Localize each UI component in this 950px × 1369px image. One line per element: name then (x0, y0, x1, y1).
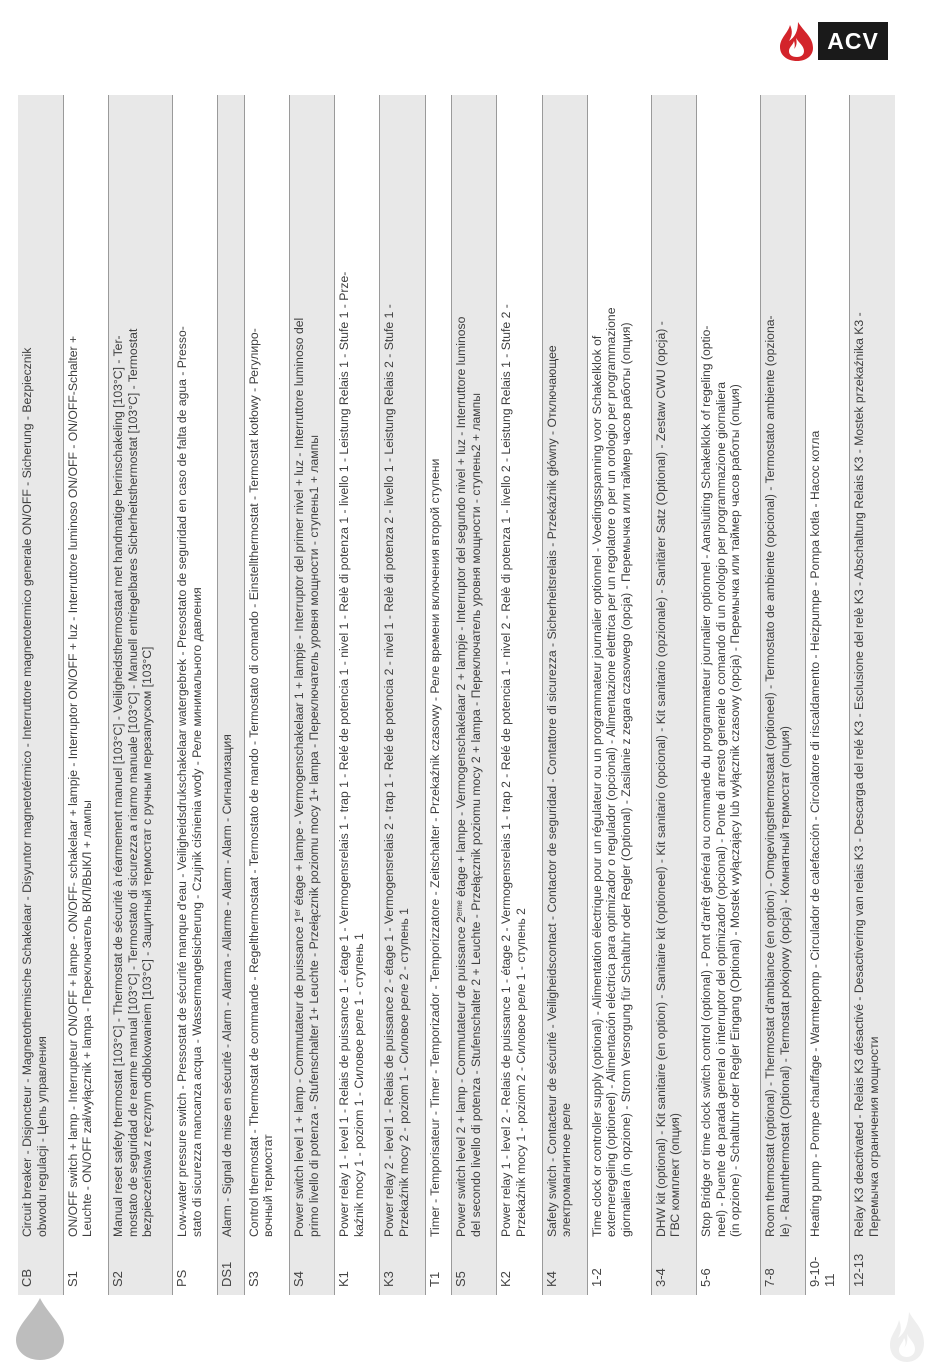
legend-row (497, 95, 542, 1295)
description-line: Power switch level 2 + lamp - Commutateur de puissance 2ᵉᵐᵉ étage + lampe - Vermogenschakelaar 2 + lampje - Interruptor del segundo nivel + luz - Interruttore luminoso (454, 316, 469, 1237)
acv-logo (776, 20, 888, 62)
description-line: Circuit breaker - Disjoncteur - Magnetothermische Schakelaar - Disyuntor magnetotérmico - Interruttore magnetotermico generale ON/OFF - Sicherung - Bezpiecznik (20, 347, 34, 1237)
description-line: Przekaźnik mocy 1 - poziom 2 - Силовое реле 1 - ступень 2 (513, 908, 528, 1237)
component-description (497, 95, 542, 1243)
legend-row (218, 95, 244, 1295)
component-code: 7-8 (762, 1268, 778, 1287)
legend-row (850, 95, 895, 1295)
description-line: giornaliera (in opzione) - Strom Versorgung für Schaltuhr oder Regler (Optional) - Zasilanie z zegara czasowego (opcja) - Перемычка или таймер часов работы (опция) (618, 322, 633, 1237)
description-line: bezpieczeństwa z ręcznym odblokowaniem [103°C] - Защитный термостат с ручным перезапуском [103°C] (140, 646, 155, 1237)
component-description (806, 95, 850, 1243)
description-line: электромагнитное реле (559, 1103, 574, 1237)
description-line: Power relay 1 - level 1 - Relais de puissance 1 - étage 1 - Vermogensrelais 1 - trap 1 - Relé de potencia 1 - nivel 1 - Relè di potenza 1 - livello 1 - Leistung Relais 1 - Stufe 1 - Prze- (337, 271, 352, 1237)
component-code: 9-10-11 (807, 1256, 837, 1287)
legend-row (18, 95, 63, 1295)
component-code: K2 (498, 1271, 514, 1287)
component-description (452, 95, 497, 1243)
description-line: Room thermostat (optional) - Thermostat d'ambiance (en option) - Omgevingsthermostaat (optioneel) - Termostato de ambiente (opcional) - Termostato ambiente (opziona- (763, 315, 778, 1237)
component-description (172, 95, 217, 1243)
description-line: Power relay 2 - level 1 - Relais de puissance 2 - étage 1 - Vermogensrelais 2 - trap 1 - Relé de potencia 2 - nivel 1 - Relè di potenza 2 - livello 1 - Leistung Relais 2 - Stufe 1 - (382, 304, 397, 1237)
legend-row (289, 95, 334, 1295)
legend-row (108, 95, 172, 1295)
legend-row (380, 95, 425, 1295)
description-line: del secondo livello di potenza - Stufenschalter 2 + Leuchte - Przełącznik poziomu mocy 2 + lampa - Переключатель уровня мощности - ступень2 + лампы (468, 392, 483, 1237)
legend-row (697, 95, 761, 1295)
legend-row (651, 95, 696, 1295)
component-description (651, 95, 696, 1243)
description-line: kaźnik mocy 1 - poziom 1 - Силовое реле 1 - ступень 1 (351, 933, 366, 1237)
legend-row (587, 95, 651, 1295)
description-line: Перемычка ограничения мощности (866, 1036, 881, 1237)
description-line: Time clock or controller supply (optional) - Alimentation électrique pour un régulateur ou un programmateur journalier optionnel - Voedingsspanning voor Schakelklok of (589, 335, 604, 1237)
legend-table-container (18, 95, 895, 1295)
legend-row (425, 95, 451, 1295)
legend-row (172, 95, 217, 1295)
description-line: Manual reset safety thermostat [103°C] - Thermostat de sécurité à réarmement manuel [103°C] - Veiligheidsthermostaat met handmatige herinschakeling [103°C] - Ter- (110, 335, 125, 1237)
description-line: DHW kit (optional) - Kit sanitaire (en option) - Sanitaire kit (optioneel) - Kit sanitario (opcional) - Kit sanitario (opzionale) - Sanitärer Satz (Optional) - Zestaw CWU (opcja) - (653, 321, 668, 1237)
description-line: вочный термостат (261, 1134, 276, 1237)
component-description (335, 95, 380, 1243)
component-code: S3 (245, 1271, 261, 1287)
legend-table (18, 95, 895, 1295)
description-line: Alarm - Signal de mise en sécurité - Alarm - Alarma - Allarme - Alarm - Alarm - Сигнализация (220, 734, 235, 1237)
component-description (108, 95, 172, 1243)
description-line: Power relay 1 - level 2 - Relais de puissance 1 - étage 2 - Vermogensrelais 1 - trap 2 - Relé de potencia 1 - nivel 2 - Relè di potenza 1 - livello 2 - Leistung Relais 1 - Stufe 2 - (499, 304, 514, 1237)
logo-wordmark: ACV (818, 22, 888, 60)
flame-drop-icon (776, 20, 816, 62)
description-line: ON/OFF switch + lamp - Interrupteur ON/OFF + lampe - ON/OFF- schakelaar + lampje - Interruptor ON/OFF + luz - Interruttore luminoso ON/OFF - ON/OFF-Schalter + (65, 335, 80, 1237)
description-line: Heating pump - Pompe chauffage - Warmtepomp - Circulador de calefacción - Circolatore di riscaldamento - Heizpumpe - Pompa kotła - Насос котла (808, 430, 823, 1237)
description-line: externeregeling (optioneel) - Alimentación eléctrica para optimizador o regulador (opcional) - Alimentazione elettrica per un regolatore o per un orologio per programmazione (604, 307, 619, 1237)
grey-drop-icon (14, 1296, 66, 1362)
description-line: Leuchte - ON/OFF zał/wyłącznik + lampa - Переключатель ВКЛ/ВЫКЛ + лампы (80, 800, 95, 1237)
component-description (697, 95, 761, 1243)
legend-row (806, 95, 850, 1295)
legend-row (452, 95, 497, 1295)
description-line: Safety switch - Contacteur de sécurité - Veiligheidscontact - Contactor de seguridad - Contattore di sicurezza - Sicherheitsrelais - Przekaźnik główny - Отключающее (544, 345, 559, 1237)
description-line: Control thermostat - Thermostat de commande - Regelthermostaat - Termostato de mando - Termostato di comando - Einstellthermostat - Termostat kotłowy - Регулиро- (246, 328, 261, 1237)
component-description (425, 95, 451, 1243)
component-code: K1 (336, 1271, 352, 1287)
component-code: 3-4 (652, 1268, 668, 1287)
description-line: (in opzione) - Schaltuhr oder Regler Eingang (Optional) - Mostek wyłączający lub wyłącznik czasowy (opcja) - Перемычка или таймер часов работы (опция) (728, 384, 743, 1237)
component-code: T1 (426, 1271, 442, 1287)
component-description (761, 95, 806, 1243)
component-code: 5-6 (698, 1268, 714, 1287)
component-code: DS1 (219, 1261, 235, 1287)
description-line: Low-water pressure switch - Pressostat de sécurité manque d'eau - Veiligheidsdrukschakelaar watergebrek - Presostato de seguridad en caso de falta de agua - Presso- (174, 326, 189, 1237)
description-line: obwodu regulacji - Цепь управления (34, 1036, 49, 1237)
description-line: Power switch level 1 + lamp - Commutateur de puissance 1ᵉʳ étage + lampe - Vermogenschakelaar 1 + lampje - Interruptor del primer nivel + luz - Interruttore luminoso del (291, 317, 306, 1237)
description-line: mostato de seguridad de rearme manual [103°C] - Termostato di sicurezza a riarmo manuale [103°C] - Manuell entriegelbares Sicherheitsthermostat [103°C] - Termostat (125, 328, 140, 1237)
component-code: S5 (453, 1271, 469, 1287)
component-description (380, 95, 425, 1243)
component-code: PS (173, 1269, 189, 1287)
legend-row (761, 95, 806, 1295)
component-description (289, 95, 334, 1243)
component-description (218, 95, 244, 1243)
component-code: K3 (381, 1271, 397, 1287)
component-description (244, 95, 289, 1243)
legend-row (63, 95, 108, 1295)
legend-row (244, 95, 289, 1295)
component-description (542, 95, 587, 1243)
component-code: S1 (64, 1271, 80, 1287)
description-line: primo livello di potenza - Stufenschalter 1+ Leuchte - Przełącznik poziomu mocy 1+ lampa - Переключатель уровня мощности - ступень1 + лампы (306, 435, 321, 1237)
description-line: Przekaźnik mocy 2 - poziom 1 - Силовое реле 2 - ступень 1 (396, 908, 411, 1237)
description-line: ГВС комплект (опция) (668, 1113, 683, 1237)
component-code: K4 (543, 1271, 559, 1287)
component-code: 12-13 (851, 1253, 867, 1287)
description-line: Relay K3 deactivated - Relais K3 désactivé - Desactivering van relais K3 - Descarga del relé K3 - Esclusione del relè K3 - Abschaltung Relais K3 - Mostek przekaźnika K3 - (852, 312, 867, 1237)
description-line: stato di sicurezza mancanza acqua - Wassermangelsicherung - Czujnik ciśnienia wody - Реле минимального давления (189, 587, 204, 1237)
description-line: Stop Bridge or time clock switch control (optional) - Pont d'arrêt général ou commande du programmateur journalier optionnel - Aansluiting Schakelklok of regeling (optio- (699, 325, 714, 1237)
component-code: S2 (109, 1271, 125, 1287)
component-code: 1-2 (588, 1268, 604, 1287)
component-description (587, 95, 651, 1243)
component-description (850, 95, 895, 1243)
faint-flame-icon (888, 1310, 926, 1364)
component-code: S4 (290, 1271, 306, 1287)
legend-row (542, 95, 587, 1295)
description-line: le) - Raumthermostat (Optional) - Termostat pokojowy (opcja) - Комнатный термостат (опция) (777, 726, 792, 1237)
description-line: Timer - Temporisateur - Timer - Temporizador - Temporizzatore - Zeitschalter - Przekaźnik czasowy - Реле времени включения второй ступени (427, 458, 442, 1237)
component-description (18, 95, 63, 1243)
component-code: CB (19, 1268, 34, 1287)
legend-row (335, 95, 380, 1295)
description-line: neel) - Puente de parada general o interruptor del optimizador (opcional) - Ponte di arresto generale o comando di un orologio per programmazione giornaliera (713, 382, 728, 1237)
component-description (63, 95, 108, 1243)
